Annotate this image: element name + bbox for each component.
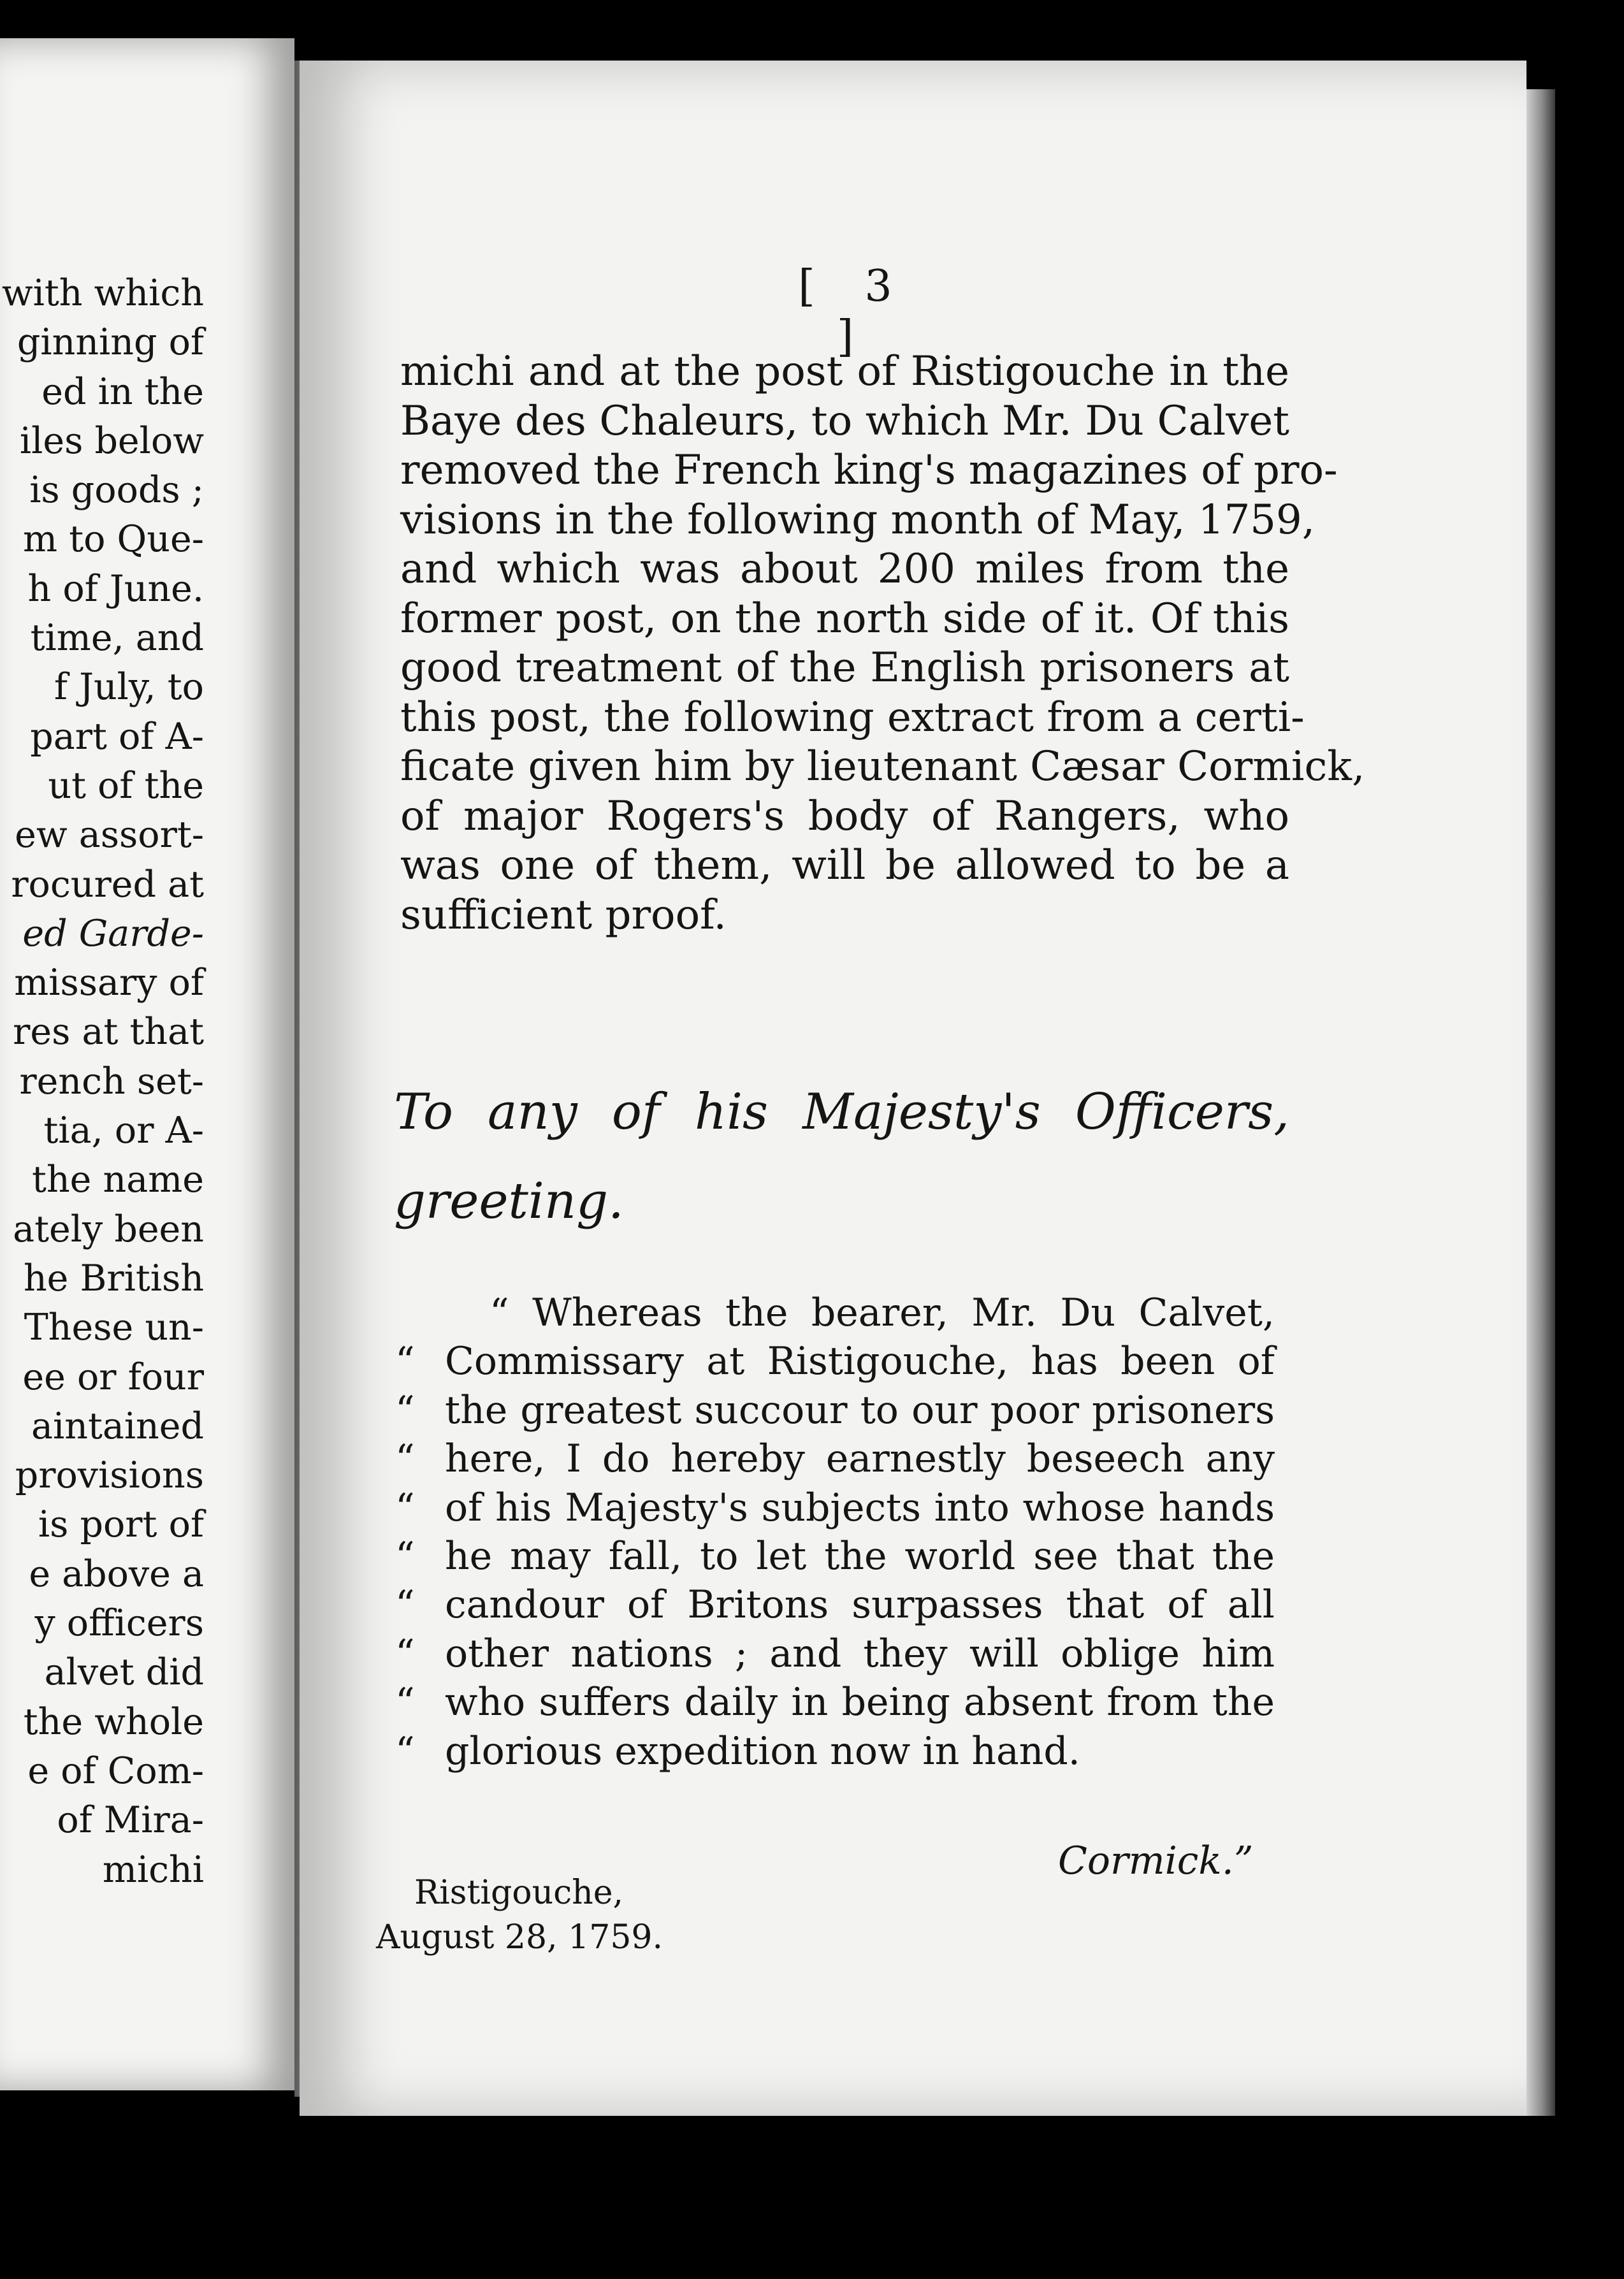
left-line: is port of xyxy=(38,1503,204,1546)
left-line: ew assort- xyxy=(15,814,204,857)
left-line: is goods ; xyxy=(29,469,204,512)
quote-mark: “ xyxy=(395,1339,415,1384)
body-line: good treatment of the English prisoners at xyxy=(400,644,1289,691)
address-line: To any of his Majesty's Officers, xyxy=(394,1083,1289,1141)
address-line: greeting. xyxy=(394,1173,624,1230)
quote-text: here, I do hereby earnestly beseech any xyxy=(445,1436,1275,1482)
quote-line xyxy=(395,1337,1275,1385)
quote-mark: “ xyxy=(395,1728,415,1774)
page-edge xyxy=(1526,89,1555,2116)
left-line: f July, to xyxy=(54,666,204,709)
place-and-date xyxy=(376,1870,663,1960)
left-line: iles below xyxy=(19,419,204,462)
quote-mark: “ xyxy=(395,1680,415,1725)
left-line: ut of the xyxy=(48,764,204,807)
left-line: rocured at xyxy=(11,863,204,906)
body-paragraph xyxy=(400,347,1365,940)
certificate-quote xyxy=(395,1289,1275,1776)
left-line: m to Que- xyxy=(23,518,204,561)
quote-mark: “ xyxy=(395,1582,415,1628)
signature: Cormick.” xyxy=(1058,1839,1254,1883)
quote-line xyxy=(395,1435,1275,1483)
left-line: the whole xyxy=(23,1700,204,1743)
quote-line xyxy=(395,1386,1275,1435)
address-heading xyxy=(394,1067,1289,1246)
left-line: michi xyxy=(102,1848,204,1891)
left-line: h of June. xyxy=(27,567,204,610)
left-line: rench set- xyxy=(19,1060,204,1103)
quote-mark: “ xyxy=(395,1485,415,1530)
body-line: ficate given him by lieutenant Cæsar Cormick, xyxy=(400,743,1365,790)
date: August 28, 1759. xyxy=(376,1918,663,1957)
left-line: part of A- xyxy=(30,715,204,758)
quote-mark xyxy=(395,1289,445,1337)
quote-text: who suffers daily in being absent from the xyxy=(445,1680,1275,1725)
left-line: res at that xyxy=(13,1011,204,1053)
quote-line xyxy=(395,1630,1275,1678)
left-line: missary of xyxy=(14,962,204,1004)
quote-text: “ Whereas the bearer, Mr. Du Calvet, xyxy=(489,1291,1275,1335)
body-line: visions in the following month of May, 1759, xyxy=(400,496,1316,544)
left-line: he British xyxy=(23,1257,204,1299)
left-line: of Mira- xyxy=(57,1799,204,1842)
left-line: ately been xyxy=(13,1208,204,1250)
quote-line xyxy=(395,1484,1275,1532)
body-line: Baye des Chaleurs, to which Mr. Du Calvet xyxy=(400,397,1289,445)
left-page xyxy=(0,38,294,2090)
quote-text: Commissary at Ristigouche, has been of xyxy=(445,1339,1275,1384)
left-line: y officers xyxy=(34,1602,204,1645)
left-page-text xyxy=(0,269,204,1895)
left-line: e of Com- xyxy=(27,1749,204,1792)
left-line: ed Garde- xyxy=(22,912,204,955)
quote-mark: “ xyxy=(395,1631,415,1676)
left-line: ee or four xyxy=(22,1356,204,1398)
left-line: tia, or A- xyxy=(43,1110,204,1152)
quote-text: of his Majesty's subjects into whose hands xyxy=(445,1485,1275,1530)
quote-text: candour of Britons surpasses that of all xyxy=(445,1582,1275,1628)
quote-line xyxy=(395,1678,1275,1726)
left-line: ginning of xyxy=(17,321,204,364)
quote-line xyxy=(395,1532,1275,1581)
left-line: time, and xyxy=(30,617,204,660)
body-line: was one of them, will be allowed to be a xyxy=(400,842,1289,889)
left-line: provisions xyxy=(15,1454,204,1497)
quote-text: glorious expedition now in hand. xyxy=(445,1728,1080,1774)
body-line: former post, on the north side of it. Of this xyxy=(400,595,1289,642)
left-line: the name xyxy=(32,1159,204,1201)
body-line: sufficient proof. xyxy=(400,891,727,939)
body-line: this post, the following extract from a certi- xyxy=(400,693,1305,741)
quote-line xyxy=(395,1727,1275,1776)
body-line: michi and at the post of Ristigouche in the xyxy=(400,348,1289,395)
quote-text: other nations ; and they will oblige him xyxy=(445,1631,1275,1676)
quote-mark: “ xyxy=(395,1436,415,1482)
quote-line xyxy=(395,1581,1275,1629)
left-line: alvet did xyxy=(44,1651,204,1694)
quote-text: the greatest succour to our poor prisoners xyxy=(445,1387,1275,1433)
place: Ristigouche, xyxy=(414,1874,623,1912)
left-line: These un- xyxy=(24,1306,204,1349)
quote-line xyxy=(395,1289,1275,1337)
left-line: e above a xyxy=(29,1552,204,1595)
body-line: removed the French king's magazines of pro- xyxy=(400,447,1338,494)
page-number: [ 3 ] xyxy=(798,261,910,362)
left-line: with which xyxy=(1,272,204,314)
body-line: and which was about 200 miles from the xyxy=(400,546,1289,593)
left-line: aintained xyxy=(31,1405,204,1447)
quote-mark: “ xyxy=(395,1534,415,1579)
body-line: of major Rogers's body of Rangers, who xyxy=(400,792,1289,840)
quote-text: he may fall, to let the world see that the xyxy=(445,1534,1275,1579)
left-line: ed in the xyxy=(41,370,204,413)
quote-mark: “ xyxy=(395,1387,415,1433)
